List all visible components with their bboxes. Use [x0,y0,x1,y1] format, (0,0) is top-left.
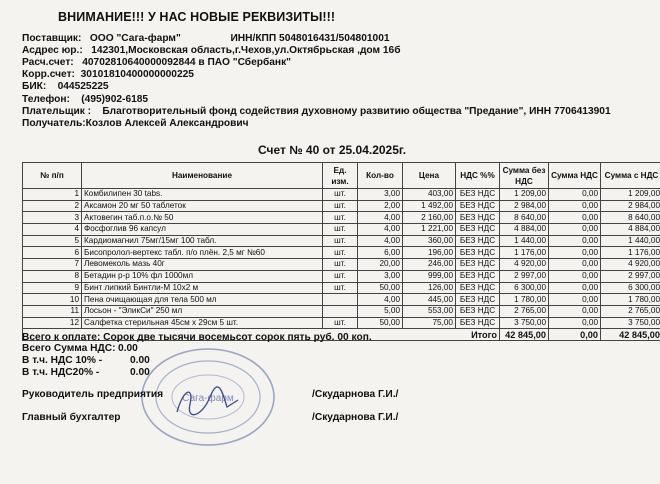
recipient-label: Получатель: [22,118,86,129]
recipient-line [22,118,249,129]
header-cell: Кол-во [358,163,403,189]
address-line [22,45,401,56]
cell-n: 7 [23,259,82,271]
cell-vat-sum: 0,00 [549,189,601,201]
cell-n: 5 [23,235,82,247]
cell-qty: 2,00 [358,200,403,212]
cell-vat: БЕЗ НДС [456,259,500,271]
items-table [22,162,660,341]
cell-unit [323,305,358,317]
totals-label: Итого [23,329,500,341]
cell-name: Фосфоглив 96 капсул [82,224,323,236]
supplier-line [22,33,390,44]
cell-qty: 50,00 [358,317,403,329]
cell-price: 999,00 [403,270,456,282]
cell-net: 8 640,00 [500,212,549,224]
cell-vat-sum: 0,00 [549,259,601,271]
cell-unit: шт. [323,270,358,282]
cell-vat-sum: 0,00 [549,282,601,294]
recipient-value: Козлов Алексей Александрович [85,118,249,129]
accountant-name: /Скударнова Г.И./ [312,412,399,423]
cell-total: 1 440,00 [601,235,660,247]
cell-net: 1 440,00 [500,235,549,247]
table-row [23,247,660,259]
cell-total: 2 997,00 [601,270,660,282]
inn-value: 5048016431/504801001 [279,33,390,44]
vat10-label: В т.ч. НДС 10% - [22,355,103,366]
cell-unit [323,294,358,306]
cell-vat: БЕЗ НДС [456,305,500,317]
cell-qty: 4,00 [358,235,403,247]
cell-qty: 4,00 [358,212,403,224]
header-cell: Сумма НДС [549,163,601,189]
table-row [23,224,660,236]
table-row [23,235,660,247]
table-row [23,294,660,306]
payer-value: Благотворительный фонд содействия духовному развитию общества "Предание", ИНН 7706413901 [102,106,611,117]
cell-net: 1 176,00 [500,247,549,259]
cell-vat-sum: 0,00 [549,317,601,329]
cell-price: 445,00 [403,294,456,306]
cell-vat: БЕЗ НДС [456,270,500,282]
header-cell: Сумма без НДС [500,163,549,189]
cell-net: 3 750,00 [500,317,549,329]
cell-vat: БЕЗ НДС [456,235,500,247]
cell-qty: 6,00 [358,247,403,259]
cell-vat-sum: 0,00 [549,212,601,224]
cell-qty: 4,00 [358,294,403,306]
corr-value: 30101810400000000225 [80,69,194,80]
cell-unit: шт. [323,224,358,236]
signature [172,382,242,422]
cell-unit: шт. [323,317,358,329]
cell-price: 75,00 [403,317,456,329]
header-cell: НДС %% [456,163,500,189]
cell-n: 6 [23,247,82,259]
corr-label: Корр.счет: [22,69,75,80]
cell-n: 12 [23,317,82,329]
cell-total: 8 640,00 [601,212,660,224]
supplier-name: ООО "Сага-фарм" [89,33,181,44]
cell-net: 2 997,00 [500,270,549,282]
cell-vat-sum: 0,00 [549,235,601,247]
cell-total: 6 300,00 [601,282,660,294]
cell-vat: БЕЗ НДС [456,200,500,212]
header-cell: Ед. изм. [323,163,358,189]
cell-name: Левомеколь мазь 40г [82,259,323,271]
cell-unit: шт. [323,282,358,294]
cell-total: 4 884,00 [601,224,660,236]
cell-unit: шт. [323,189,358,201]
header-cell: № п/п [23,163,82,189]
bik-label: БИК: [22,81,47,92]
cell-price: 1 221,00 [403,224,456,236]
cell-name: Бетадин р-р 10% фл 1000мл [82,270,323,282]
cell-qty: 20,00 [358,259,403,271]
cell-price: 403,00 [403,189,456,201]
cell-name: Лосьон - "ЭликСи" 250 мл [82,305,323,317]
vat-total-value: 0.00 [118,343,138,354]
cell-total: 1 176,00 [601,247,660,259]
cell-n: 1 [23,189,82,201]
bik-value: 044525225 [57,81,109,92]
cell-price: 246,00 [403,259,456,271]
cell-total: 1 209,00 [601,189,660,201]
address-value: 142301,Московская область,г.Чехов,ул.Октябрьская ,дом 16б [91,45,401,56]
table-row [23,259,660,271]
bik-line [22,81,109,92]
account-label: Расч.счет: [22,57,74,68]
cell-vat-sum: 0,00 [549,305,601,317]
director-label: Руководитель предприятия [22,389,164,400]
cell-vat: БЕЗ НДС [456,294,500,306]
cell-name: Бисопролол-вертекс табл. п/о плён. 2,5 мг №60 [82,247,323,259]
cell-unit: шт. [323,259,358,271]
table-row [23,305,660,317]
cell-name: Пена очищающая для тела 500 мл [82,294,323,306]
payer-label: Плательщик : [22,106,92,117]
payer-line [22,106,611,117]
cell-total: 2 984,00 [601,200,660,212]
table-row [23,212,660,224]
total-in-words: Всего к оплате: Сорок две тысячи восемьсот сорок пять руб. 00 коп. [22,332,372,343]
cell-n: 2 [23,200,82,212]
header-cell: Сумма с НДС [601,163,660,189]
cell-qty: 3,00 [358,270,403,282]
table-row [23,200,660,212]
cell-net: 4 920,00 [500,259,549,271]
cell-vat-sum: 0,00 [549,247,601,259]
supplier-label: Поставщик: [22,33,82,44]
inn-label: ИНН/КПП [230,33,277,44]
cell-name: Аксамон 20 мг 50 таблеток [82,200,323,212]
cell-net: 1 209,00 [500,189,549,201]
header-cell: Цена [403,163,456,189]
cell-vat: БЕЗ НДС [456,189,500,201]
cell-price: 360,00 [403,235,456,247]
header-cell: Наименование [82,163,323,189]
cell-n: 4 [23,224,82,236]
cell-name: Комбилипен 30 tabs. [82,189,323,201]
cell-vat: БЕЗ НДС [456,247,500,259]
table-row [23,282,660,294]
cell-net: 6 300,00 [500,282,549,294]
cell-net: 4 884,00 [500,224,549,236]
cell-net: 1 780,00 [500,294,549,306]
notice-heading: ВНИМАНИЕ!!! У НАС НОВЫЕ РЕКВИЗИТЫ!!! [58,10,336,24]
phone-line [22,94,148,105]
account-value: 40702810640000092844 в ПАО "Сбербанк" [82,57,292,68]
cell-vat: БЕЗ НДС [456,212,500,224]
account-line [22,57,291,68]
vat20-value: 0.00 [130,367,150,378]
cell-unit: шт. [323,235,358,247]
cell-name: Актовегин таб.п.о.№ 50 [82,212,323,224]
cell-net: 2 765,00 [500,305,549,317]
cell-n: 3 [23,212,82,224]
cell-qty: 4,00 [358,224,403,236]
cell-total: 2 765,00 [601,305,660,317]
totals-net: 42 845,00 [500,329,549,341]
cell-unit: шт. [323,247,358,259]
phone-value: (495)902-6185 [81,94,149,105]
cell-n: 9 [23,282,82,294]
cell-name: Бинт липкий Бинтли-М 10х2 м [82,282,323,294]
cell-total: 3 750,00 [601,317,660,329]
cell-total: 1 780,00 [601,294,660,306]
table-row [23,317,660,329]
vat10-value: 0.00 [130,355,150,366]
cell-unit: шт. [323,200,358,212]
table-row [23,270,660,282]
cell-unit: шт. [323,212,358,224]
address-label: Асдрес юр.: [22,45,83,56]
cell-price: 196,00 [403,247,456,259]
cell-vat: БЕЗ НДС [456,282,500,294]
cell-vat-sum: 0,00 [549,224,601,236]
cell-price: 1 492,00 [403,200,456,212]
cell-vat: БЕЗ НДС [456,317,500,329]
cell-price: 2 160,00 [403,212,456,224]
cell-total: 4 920,00 [601,259,660,271]
cell-vat-sum: 0,00 [549,294,601,306]
totals-total: 42 845,00 [601,329,660,341]
vat-total-label: Всего Сумма НДС: [22,343,116,354]
phone-label: Телефон: [22,94,70,105]
cell-name: Салфетка стерильная 45см х 29см 5 шт. [82,317,323,329]
stamp-text: Сага-фарм [182,393,234,404]
table-row [23,189,660,201]
cell-qty: 50,00 [358,282,403,294]
invoice-title: Счет № 40 от 25.04.2025г. [258,143,407,157]
totals-vat: 0,00 [549,329,601,341]
table-header-row [23,163,660,189]
vat20-label: В т.ч. НДС20% - [22,367,100,378]
cell-vat: БЕЗ НДС [456,224,500,236]
cell-n: 11 [23,305,82,317]
cell-net: 2 984,00 [500,200,549,212]
director-name: /Скударнова Г.И./ [312,389,399,400]
cell-n: 8 [23,270,82,282]
cell-vat-sum: 0,00 [549,200,601,212]
corr-line [22,69,194,80]
cell-price: 553,00 [403,305,456,317]
cell-price: 126,00 [403,282,456,294]
cell-n: 10 [23,294,82,306]
cell-qty: 5,00 [358,305,403,317]
cell-qty: 3,00 [358,189,403,201]
cell-name: Кардиомагнил 75мг/15мг 100 табл. [82,235,323,247]
accountant-label: Главный бухгалтер [22,412,121,423]
cell-vat-sum: 0,00 [549,270,601,282]
